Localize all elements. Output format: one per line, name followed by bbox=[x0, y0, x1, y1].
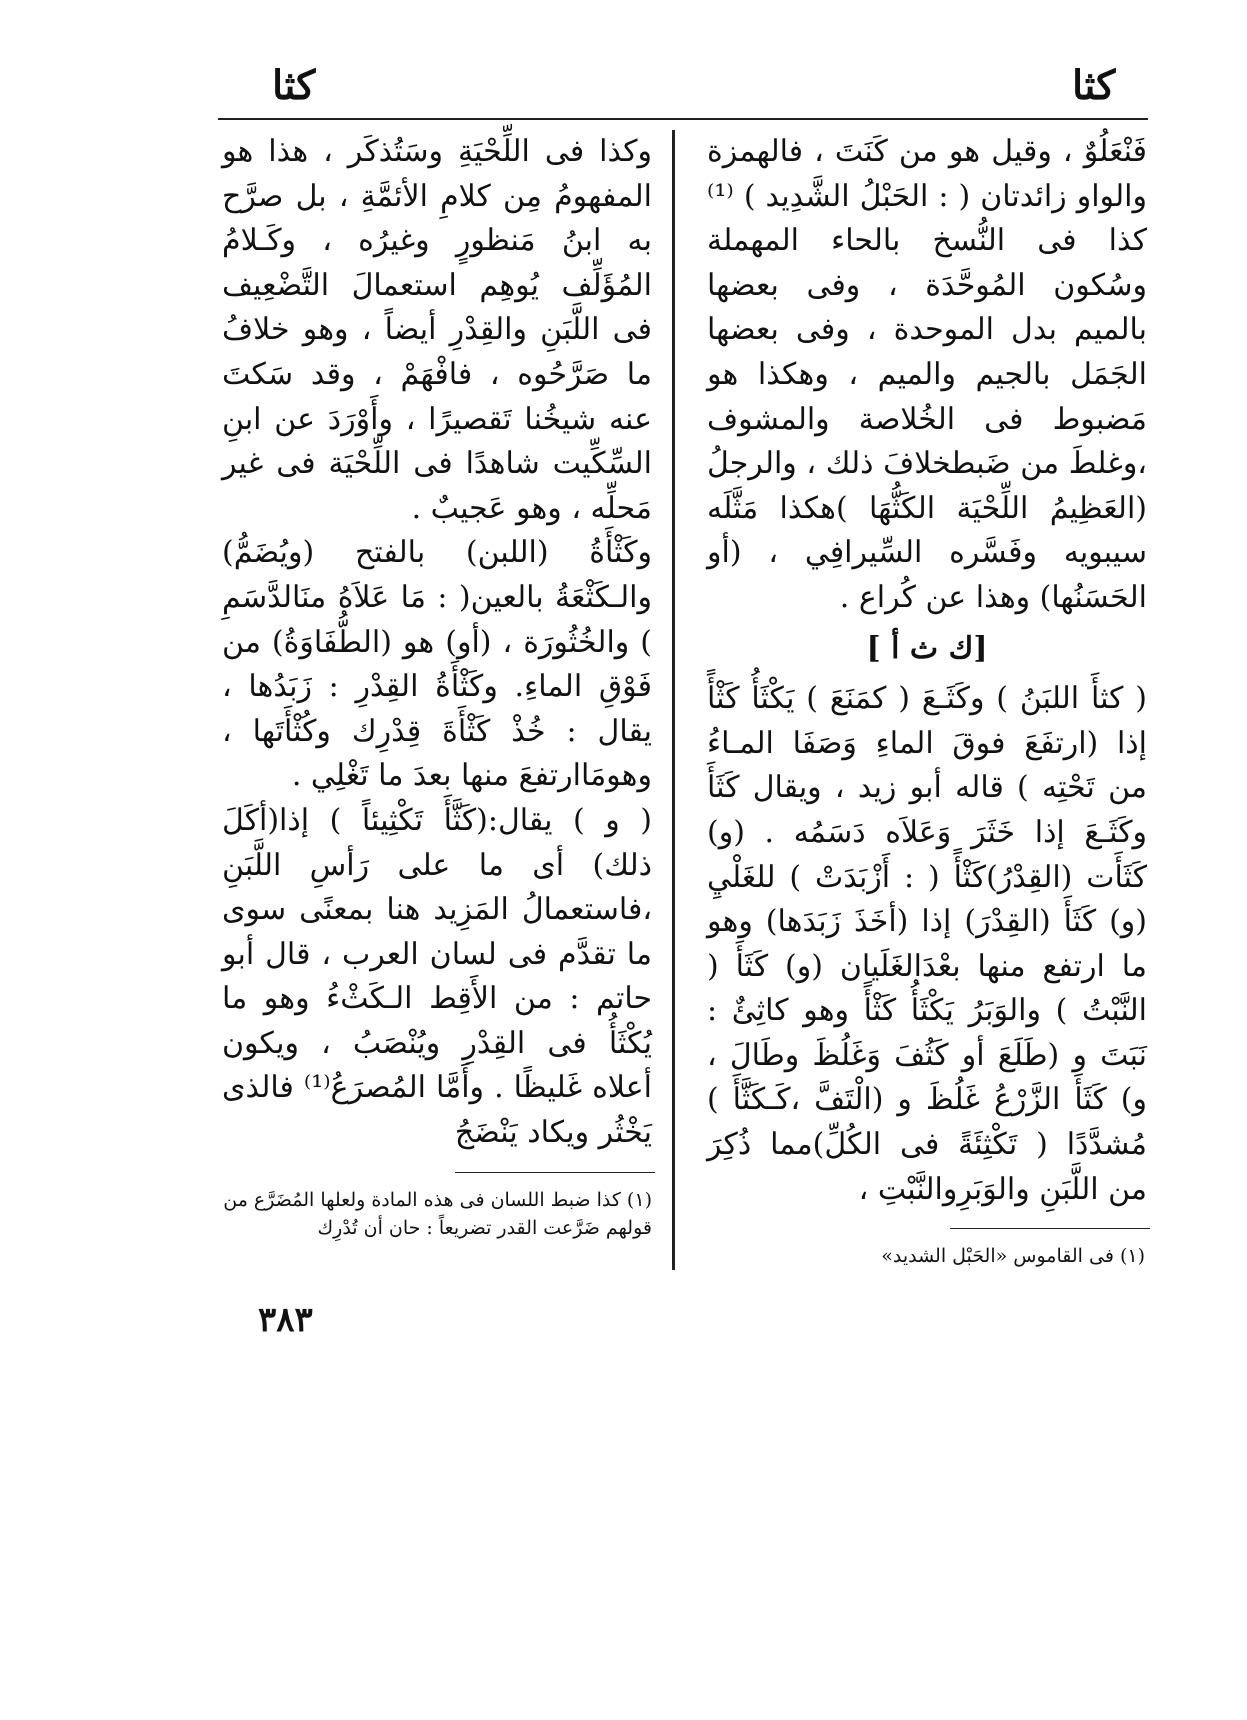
paragraph: ( و ) يقال:(كَثَّأَ تَكْثِيئاً ) إذا(أكَلَ ذلك) أى ما على رَأسِ اللَّبَنِ ،فاستعمالُ المَزِيد هنا بمعنًى سوى ما تقدَّم فى لسان العرب ، قال أبو حاتم : من الأَقِط الـكَثْءُ وهو ما يُكْثَأُ فى القِدْرِ ويُنْصَبُ ، ويكون أعلاه غَليظًا . وأَمَّا المُصرَعُ⁽¹⁾ فالذى يَخْثُر ويكاد يَنْضَجُ bbox=[222, 802, 652, 1151]
running-head-right: كثا bbox=[1072, 62, 1116, 109]
paragraph: فَنْعَلُوٌ ، وقيل هو من كَنَتَ ، فالهمزة والواو زائدتان ( : الحَبْلُ الشَّدِيد ) ⁽¹⁾ كذا فى النُّسخ بالحاء المهملة وسُكون المُوحَّدَة ، وفى بعضها بالميم بدل الموحدة ، وفى بعضها الجَمَل بالجيم والميم ، وهكذا هو مَضبوط فى الخُلاصة والمشوف ،وغلطَ من ضَبطخلافَ ذلك ، والرجلُ (العَظِيمُ اللِّحْيَة الكَثُّهَا )هكذا مَثَّلَه سيبويه وفَسَّره السِّيرافِي ، (أو الحَسَنُها) وهذا عن كُراع . bbox=[707, 134, 1147, 615]
running-head-left: كثا bbox=[272, 62, 316, 109]
right-text-column bbox=[707, 130, 1147, 1212]
footnote-rule-left bbox=[455, 1172, 655, 1173]
left-text-column bbox=[222, 130, 652, 1156]
header-rule bbox=[218, 118, 1148, 120]
page-number: ٣٨٣ bbox=[258, 1300, 313, 1340]
footnote-right: (١) فى القاموس «الحَبْل الشديد» bbox=[881, 1245, 1145, 1267]
footnote-left: (١) كذا ضبط اللسان فى هذه المادة ولعلها المُضَرَّع من قولهم ضَرَّعت القدر تضريعاً : حان أن تُدْرِك bbox=[223, 1189, 652, 1239]
section-heading: [ك ث أ ] bbox=[866, 630, 988, 666]
paragraph: وكَثْأَةُ (اللبن) بالفتح (ويُضَمُّ) والـكَثْعَةُ بالعين( : مَا عَلاَهُ منَالدَّسَمِ ) والخُثُورَة ، (أو) هو (الطُّفَاوَةُ) من فَوْقِ الماءِ. وكَثْأَةُ القِدْرِ : زَبَدُها ، يقال : خُذْ كَثْأَةَ قِدْرِك وكُثْأَتَها ، وهومَاارتفعَ منها بعدَ ما تَغْلِي . bbox=[222, 535, 652, 794]
paragraph: وكذا فى اللِّحْيَةِ وسَتُذكَر ، هذا هو المفهومُ مِن كلامِ الأئمَّةِ ، بل صرَّح به ابنُ مَنظورٍ وغيرُه ، وكَـلامُ المُؤَلِّف يُوهِم استعمالَ التَّضْعِيف فى اللَّبَنِ والقِدْرِ أيضاً ، وهو خلافُ ما صَرَّحُوه ، فافْهَمْ ، وقد سَكتَ عنه شيخُنا تَقصيرًا ، وأَوْرَدَ عن ابنِ السِّكِّيت شاهدًا فى اللِّحْيَة فى غير مَحلِّه ، وهو عَجيبٌ . bbox=[222, 134, 652, 526]
column-divider bbox=[672, 130, 675, 1270]
paragraph: ( كثأَ اللبَنُ ) وكَثَـعَ ( كمَنَعَ ) يَكْثَأُ كَثْأً إذا (ارتفَعَ فوقَ الماءِ وَصَفَا المـاءُ من تَحْتِه ) قاله أبو زيد ، ويقال كَثَأَ وكَثَـعَ إذا خَثَرَ وَعَلاَه دَسَمُه . (و) كَثَأَت (القِدْرُ)كَثْأً ( : أَزْبَدَتْ ) للغَلْيِ (و) كَثَأَ (القِدْرَ) إذا (أخَذَ زَبَدَها) وهو ما ارتفع منها بعْدَالغَلَيان (و) كَثَأَ ( النَّبْتُ ) والوَبَرُ يَكْثَأُ كَثْأً وهو كاثِئٌ : نَبَتَ و (طَلَعَ أو كَثُفَ وَغَلُظَ وطَالَ ، و) كَثَأَ الزَّرْعُ غَلُظَ و (الْتَفَّ ،كَـكَثَّأَ ) مُشدَّدًا ( تَكْثِئَةً فى الكُلِّ)مما ذُكِرَ من اللَّبَنِ والوَبَرِوالنَّبْتِ ، bbox=[707, 681, 1147, 1207]
footnote-rule-right bbox=[950, 1228, 1150, 1229]
